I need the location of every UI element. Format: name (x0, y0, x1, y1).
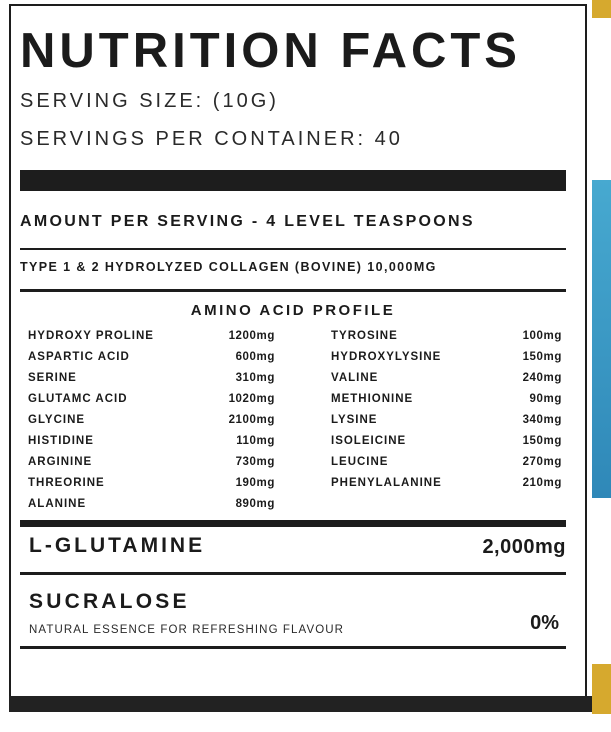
amino-row (28, 391, 275, 412)
amino-list-right (331, 328, 562, 496)
collagen-line: TYPE 1 & 2 HYDROLYZED COLLAGEN (BOVINE) 10,000MG (20, 260, 437, 274)
amino-name: VALINE (331, 372, 379, 384)
amino-name: GLYCINE (28, 414, 86, 426)
sucralose-amount: 0% (530, 612, 559, 634)
amino-name: ISOLEICINE (331, 435, 407, 447)
amino-name: HISTIDINE (28, 435, 94, 447)
amino-row (331, 349, 562, 370)
amino-row (28, 454, 275, 475)
amino-row (28, 328, 275, 349)
amino-amount: 1200mg (228, 330, 275, 342)
amino-row (28, 370, 275, 391)
amino-amount: 600mg (235, 351, 275, 363)
amino-amount: 210mg (522, 477, 562, 489)
amino-row (331, 328, 562, 349)
amino-row (331, 475, 562, 496)
amino-name: LYSINE (331, 414, 378, 426)
amino-row (28, 412, 275, 433)
amino-row (331, 370, 562, 391)
servings-per-container: SERVINGS PER CONTAINER: 40 (20, 128, 403, 150)
gold-accent-bottom (592, 664, 611, 714)
divider-medium (20, 289, 566, 292)
amino-row (28, 475, 275, 496)
sucralose-description: NATURAL ESSENCE FOR REFRESHING FLAVOUR (29, 624, 345, 636)
amino-name: TYROSINE (331, 330, 398, 342)
amino-row (28, 349, 275, 370)
amino-name: ARGININE (28, 456, 93, 468)
amino-name: SERINE (28, 372, 77, 384)
divider-medium (20, 572, 566, 575)
amino-name: GLUTAMC ACID (28, 393, 128, 405)
amino-amount: 100mg (522, 330, 562, 342)
amino-row (331, 433, 562, 454)
amino-amount: 240mg (522, 372, 562, 384)
amino-name: LEUCINE (331, 456, 389, 468)
amino-amount: 2100mg (228, 414, 275, 426)
amino-amount: 1020mg (228, 393, 275, 405)
amino-amount: 310mg (235, 372, 275, 384)
gold-accent-top (592, 0, 611, 18)
amino-acid-heading: AMINO ACID PROFILE (190, 302, 396, 319)
amino-amount: 730mg (235, 456, 275, 468)
amount-per-serving: AMOUNT PER SERVING - 4 LEVEL TEASPOONS (20, 213, 475, 230)
amino-name: HYDROXYLYSINE (331, 351, 442, 363)
amino-row (331, 412, 562, 433)
amino-row (28, 496, 275, 517)
glutamine-label: L-GLUTAMINE (29, 534, 206, 557)
divider-medium (20, 646, 566, 649)
amino-name: ALANINE (28, 498, 87, 510)
amino-amount: 890mg (235, 498, 275, 510)
amino-name: ASPARTIC ACID (28, 351, 130, 363)
bottom-bar (9, 696, 592, 712)
nutrition-title: NUTRITION FACTS (20, 24, 521, 78)
divider-thin (20, 248, 566, 250)
thick-divider (20, 170, 566, 191)
amino-amount: 340mg (522, 414, 562, 426)
blue-accent-strip (592, 180, 611, 498)
amino-amount: 270mg (522, 456, 562, 468)
amino-amount: 90mg (529, 393, 562, 405)
amino-amount: 190mg (235, 477, 275, 489)
amino-name: METHIONINE (331, 393, 414, 405)
glutamine-amount: 2,000mg (482, 536, 566, 558)
serving-size: SERVING SIZE: (10G) (20, 90, 279, 112)
amino-amount: 150mg (522, 435, 562, 447)
divider-thick (20, 520, 566, 527)
amino-amount: 110mg (236, 435, 275, 447)
amino-name: THREORINE (28, 477, 105, 489)
amino-row (331, 454, 562, 475)
amino-list-left (28, 328, 275, 517)
sucralose-label: SUCRALOSE (29, 590, 190, 613)
amino-row (331, 391, 562, 412)
amino-name: HYDROXY PROLINE (28, 330, 154, 342)
amino-amount: 150mg (522, 351, 562, 363)
amino-name: PHENYLALANINE (331, 477, 442, 489)
amino-row (28, 433, 275, 454)
